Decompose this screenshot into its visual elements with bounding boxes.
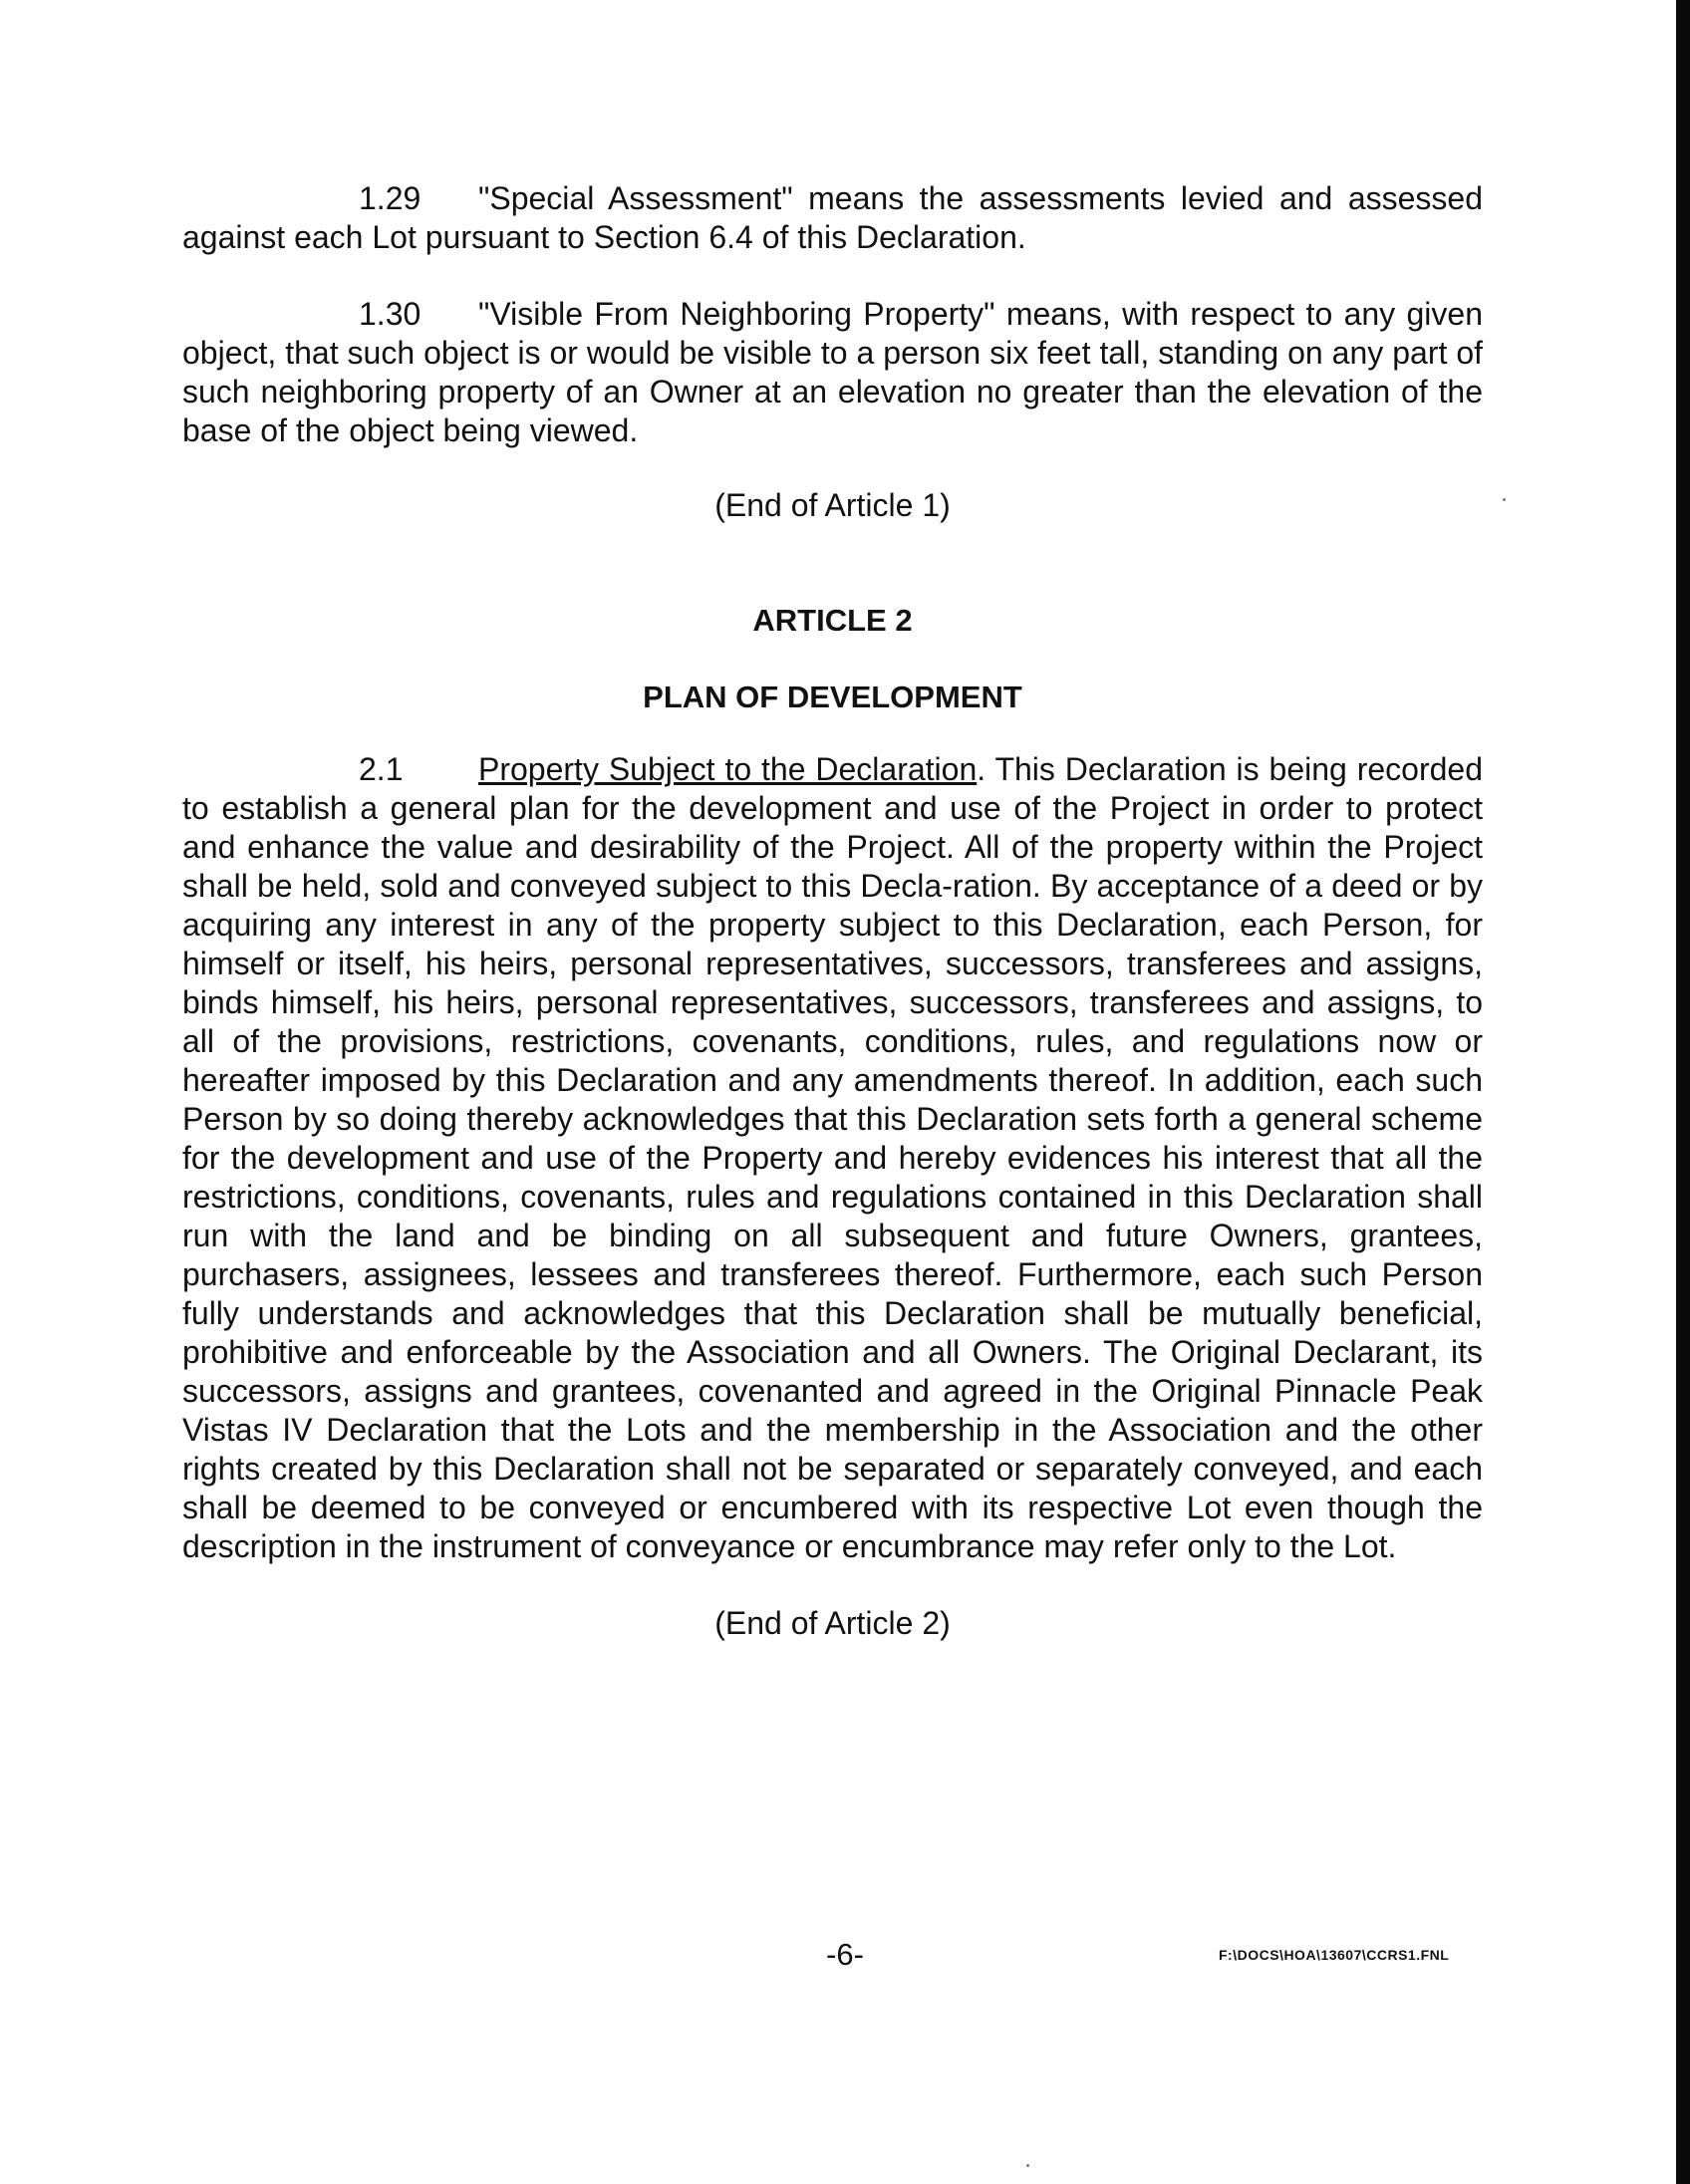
article-2-title: PLAN OF DEVELOPMENT <box>643 680 1022 714</box>
section-number: 1.30 <box>359 296 422 332</box>
end-of-article-2: (End of Article 2) <box>714 1605 951 1641</box>
section-1-29 <box>182 179 1483 257</box>
section-text: . This Declaration is being recorded to establish a general plan for the development and use of the Project in order to protect and enhance the value and desirability of the Project. All of the property within the Project shall be held, sold and conveyed subject to this Decla-ration. By acceptance of a deed or by acquiring any interest in any of the property subject to this Declaration, each Person, for himself or itself, his heirs, personal representatives, successors, transferees and assigns, binds himself, his heirs, personal representatives, successors, transferees and assigns, to all of the provisions, restrictions, covenants, conditions, rules, and regulations now or hereafter imposed by this Declaration and any amendments thereof. In addition, each such Person by so doing thereby acknowledges that this Declaration sets forth a general scheme for the development and use of the Property and hereby evidences his interest that all the restrictions, conditions, covenants, rules and regulations contained in this Declaration shall run with the land and be binding on all subsequent and future Owners, grantees, purchasers, assignees, lessees and transferees thereof. Furthermore, each such Person fully understands and acknowledges that this Declaration shall be mutually beneficial, prohibitive and enforceable by the Association and all Owners. The Original Declarant, its successors, assigns and grantees, covenanted and agreed in the Original Pinnacle Peak Vistas IV Declaration that the Lots and the membership in the Association and the other rights created by this Declaration shall not be separated or separately conveyed, and each shall be deemed to be conveyed or encumbered with its respective Lot even though the description in the instrument of conveyance or encumbrance may refer only to the Lot. <box>182 751 1484 1564</box>
section-number: 1.29 <box>359 180 422 216</box>
page-number: -6- <box>826 1937 864 1972</box>
section-text: "Visible From Neighboring Property" means, with respect to any given object, that such object is or would be visible to a person six feet tall, standing on any part of such neighboring property of an Owner at an elevation no greater than the elevation of the base of the object being viewed. <box>182 296 1483 448</box>
section-2-1 <box>182 750 1483 1566</box>
scan-speck <box>1503 498 1506 501</box>
section-text: "Special Assessment" means the assessments levied and assessed against each Lot pursuant to Section 6.4 of this Declaration. <box>182 180 1483 255</box>
section-caption: Property Subject to the Declaration <box>478 751 978 787</box>
document-page <box>182 179 1483 1643</box>
section-1-30 <box>182 295 1483 450</box>
article-2-heading: ARTICLE 2 <box>752 603 913 638</box>
section-number: 2.1 <box>359 751 404 787</box>
end-of-article-1: (End of Article 1) <box>714 487 951 523</box>
scan-edge-border <box>1676 0 1690 2184</box>
scan-speck <box>1026 2164 1029 2167</box>
file-path: F:\DOCS\HOA\13607\CCRS1.FNL <box>1219 1947 1450 1963</box>
